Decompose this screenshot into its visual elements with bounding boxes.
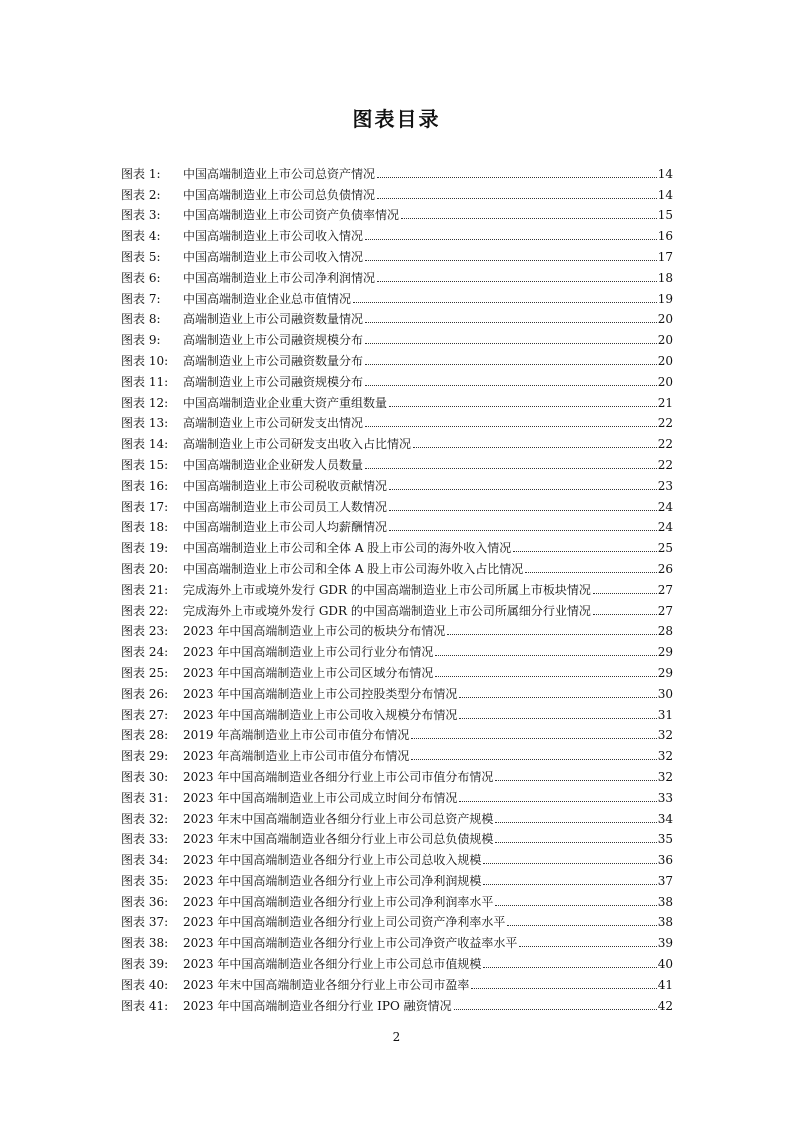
page-ref: 30	[657, 686, 673, 701]
figure-label: 图表 27:	[121, 707, 169, 722]
figure-label: 图表 40:	[121, 977, 169, 992]
figure-label: 图表 39:	[121, 957, 169, 972]
figure-title: 中国高端制造业上市公司人均薪酬情况	[183, 520, 388, 535]
figure-title: 中国高端制造业企业总市值情况	[183, 291, 352, 306]
page-ref: 40	[657, 957, 673, 972]
dot-leader	[495, 905, 656, 906]
figure-label: 图表 6:	[121, 270, 161, 285]
toc-entry[interactable]	[121, 888, 673, 909]
figure-label: 图表 34:	[121, 853, 169, 868]
page-ref: 20	[657, 353, 673, 368]
dot-leader	[593, 614, 657, 615]
toc-entry[interactable]	[121, 929, 673, 950]
figure-label: 图表 9:	[121, 333, 161, 348]
page-ref: 32	[657, 769, 673, 784]
dot-leader	[365, 260, 657, 261]
figure-label: 图表 22:	[121, 603, 169, 618]
toc-entry[interactable]	[121, 181, 673, 202]
figure-label: 图表 41:	[121, 998, 169, 1013]
dot-leader	[513, 551, 656, 552]
dot-leader	[413, 447, 657, 448]
figure-title: 中国高端制造业上市公司和全体 A 股上市公司海外收入占比情况	[183, 561, 524, 576]
page-ref: 18	[657, 270, 673, 285]
dot-leader	[507, 925, 656, 926]
dot-leader	[525, 572, 656, 573]
dot-leader	[495, 842, 656, 843]
figure-label: 图表 21:	[121, 582, 169, 597]
dot-leader	[483, 863, 656, 864]
figure-label: 图表 14:	[121, 437, 169, 452]
toc-entry[interactable]	[121, 306, 673, 327]
figure-label: 图表 12:	[121, 395, 169, 410]
toc-entry[interactable]	[121, 992, 673, 1013]
figure-title: 2023 年中国高端制造业上市公司控股类型分布情况	[183, 686, 458, 701]
toc-entry[interactable]	[121, 368, 673, 389]
page-ref: 38	[657, 894, 673, 909]
dot-leader	[389, 510, 657, 511]
figure-title: 2023 年中国高端制造业上市公司的板块分布情况	[183, 624, 446, 639]
toc-entry[interactable]	[121, 534, 673, 555]
page-ref: 25	[657, 541, 673, 556]
figure-title: 完成海外上市或境外发行 GDR 的中国高端制造业上市公司所属上市板块情况	[183, 582, 591, 597]
figure-label: 图表 31:	[121, 790, 169, 805]
figure-label: 图表 36:	[121, 894, 169, 909]
dot-leader	[365, 239, 657, 240]
page-ref: 23	[657, 478, 673, 493]
page-ref: 33	[657, 790, 673, 805]
figure-label: 图表 30:	[121, 769, 169, 784]
figure-label: 图表 7:	[121, 291, 161, 306]
figure-label: 图表 38:	[121, 936, 169, 951]
figure-title: 中国高端制造业企业重大资产重组数量	[183, 395, 388, 410]
figure-title: 2023 年中国高端制造业上市公司成立时间分布情况	[183, 790, 458, 805]
figure-label: 图表 26:	[121, 686, 169, 701]
page-ref: 19	[657, 291, 673, 306]
toc-entry[interactable]	[121, 742, 673, 763]
figure-title: 中国高端制造业上市公司总资产情况	[183, 166, 376, 181]
figure-title: 2023 年中国高端制造业各细分行业上市公司总市值规模	[183, 957, 482, 972]
page-ref: 27	[657, 582, 673, 597]
figure-title: 中国高端制造业上市公司收入情况	[183, 229, 364, 244]
toc-entry[interactable]	[121, 326, 673, 347]
figure-label: 图表 3:	[121, 208, 161, 223]
dot-leader	[389, 406, 657, 407]
figure-label: 图表 19:	[121, 541, 169, 556]
figure-label: 图表 1:	[121, 166, 161, 181]
dot-leader	[454, 1009, 657, 1010]
page-ref: 16	[657, 229, 673, 244]
toc-entry[interactable]	[121, 680, 673, 701]
toc-entry[interactable]	[121, 451, 673, 472]
dot-leader	[389, 489, 657, 490]
figure-title: 高端制造业上市公司研发支出情况	[183, 416, 364, 431]
figure-label: 图表 8:	[121, 312, 161, 327]
figure-title: 2023 年中国高端制造业上市公司收入规模分布情况	[183, 707, 458, 722]
page-ref: 22	[657, 416, 673, 431]
figure-title: 中国高端制造业上市公司税收贡献情况	[183, 478, 388, 493]
page-ref: 31	[657, 707, 673, 722]
figure-list	[121, 160, 673, 1013]
dot-leader	[401, 218, 657, 219]
figure-label: 图表 2:	[121, 187, 161, 202]
figure-title: 高端制造业上市公司融资规模分布	[183, 374, 364, 389]
figure-title: 2023 年高端制造业上市公司市值分布情况	[183, 749, 410, 764]
figure-label: 图表 20:	[121, 561, 169, 576]
figure-label: 图表 16:	[121, 478, 169, 493]
figure-label: 图表 28:	[121, 728, 169, 743]
toc-entry[interactable]	[121, 472, 673, 493]
figure-title: 中国高端制造业上市公司收入情况	[183, 249, 364, 264]
toc-entry[interactable]	[121, 202, 673, 223]
page-ref: 41	[657, 977, 673, 992]
dot-leader	[365, 468, 657, 469]
toc-entry[interactable]	[121, 638, 673, 659]
figure-label: 图表 5:	[121, 249, 161, 264]
figure-title: 高端制造业上市公司融资数量情况	[183, 312, 364, 327]
page-ref: 36	[657, 853, 673, 868]
page-ref: 27	[657, 603, 673, 618]
figure-label: 图表 4:	[121, 229, 161, 244]
dot-leader	[411, 738, 656, 739]
page-ref: 38	[657, 915, 673, 930]
dot-leader	[365, 364, 657, 365]
figure-title: 2023 年中国高端制造业各细分行业上市公司总收入规模	[183, 853, 482, 868]
page-ref: 20	[657, 374, 673, 389]
dot-leader	[471, 988, 656, 989]
dot-leader	[377, 281, 657, 282]
toc-entry[interactable]	[121, 264, 673, 285]
figure-label: 图表 13:	[121, 416, 169, 431]
figure-title: 中国高端制造业企业研发人员数量	[183, 457, 364, 472]
page-ref: 20	[657, 333, 673, 348]
toc-entry[interactable]	[121, 493, 673, 514]
toc-entry[interactable]	[121, 430, 673, 451]
toc-entry[interactable]	[121, 285, 673, 306]
figure-label: 图表 25:	[121, 665, 169, 680]
page-ref: 22	[657, 457, 673, 472]
toc-entry[interactable]	[121, 347, 673, 368]
figure-title: 中国高端制造业上市公司净利润情况	[183, 270, 376, 285]
dot-leader	[495, 780, 656, 781]
figure-title: 高端制造业上市公司融资数量分布	[183, 353, 364, 368]
figure-label: 图表 29:	[121, 749, 169, 764]
figure-title: 2023 年末中国高端制造业各细分行业上市公司总资产规模	[183, 811, 494, 826]
toc-entry[interactable]	[121, 243, 673, 264]
page-ref: 28	[657, 624, 673, 639]
figure-title: 2023 年中国高端制造业各细分行业 IPO 融资情况	[183, 998, 452, 1013]
dot-leader	[447, 634, 656, 635]
toc-entry[interactable]	[121, 909, 673, 930]
figure-label: 图表 15:	[121, 457, 169, 472]
toc-entry[interactable]	[121, 389, 673, 410]
toc-entry[interactable]	[121, 867, 673, 888]
figure-title: 2023 年中国高端制造业上市公司行业分布情况	[183, 645, 434, 660]
dot-leader	[593, 593, 657, 594]
dot-leader	[365, 343, 657, 344]
dot-leader	[365, 322, 657, 323]
figure-title: 2019 年高端制造业上市公司市值分布情况	[183, 728, 410, 743]
dot-leader	[353, 302, 657, 303]
toc-entry[interactable]	[121, 555, 673, 576]
toc-entry[interactable]	[121, 784, 673, 805]
figure-label: 图表 17:	[121, 499, 169, 514]
page-ref: 34	[657, 811, 673, 826]
toc-entry[interactable]	[121, 576, 673, 597]
toc-entry[interactable]	[121, 618, 673, 639]
figure-label: 图表 10:	[121, 353, 169, 368]
page-ref: 14	[657, 166, 673, 181]
page-ref: 15	[657, 208, 673, 223]
figure-title: 中国高端制造业上市公司总负债情况	[183, 187, 376, 202]
figure-label: 图表 23:	[121, 624, 169, 639]
dot-leader	[459, 801, 656, 802]
toc-entry[interactable]	[121, 763, 673, 784]
toc-entry[interactable]	[121, 222, 673, 243]
figure-title: 高端制造业上市公司融资规模分布	[183, 333, 364, 348]
toc-entry[interactable]	[121, 659, 673, 680]
toc-entry[interactable]	[121, 950, 673, 971]
dot-leader	[365, 426, 657, 427]
toc-entry[interactable]	[121, 722, 673, 743]
toc-entry[interactable]	[121, 805, 673, 826]
figure-label: 图表 33:	[121, 832, 169, 847]
figure-title: 中国高端制造业上市公司资产负债率情况	[183, 208, 400, 223]
figure-title: 中国高端制造业上市公司员工人数情况	[183, 499, 388, 514]
figure-label: 图表 37:	[121, 915, 169, 930]
page-ref: 24	[657, 520, 673, 535]
toc-entry[interactable]	[121, 410, 673, 431]
figure-title: 完成海外上市或境外发行 GDR 的中国高端制造业上市公司所属细分行业情况	[183, 603, 591, 618]
page-ref: 14	[657, 187, 673, 202]
dot-leader	[377, 198, 657, 199]
figure-label: 图表 11:	[121, 374, 169, 389]
dot-leader	[411, 759, 656, 760]
figure-title: 2023 年中国高端制造业各细分行业上司公司资产净利率水平	[183, 915, 506, 930]
figure-label: 图表 35:	[121, 873, 169, 888]
figure-label: 图表 18:	[121, 520, 169, 535]
page-ref: 24	[657, 499, 673, 514]
dot-leader	[389, 530, 657, 531]
figure-label: 图表 24:	[121, 645, 169, 660]
toc-entry[interactable]	[121, 826, 673, 847]
page-title: 图表目录	[352, 107, 441, 131]
page-ref: 21	[657, 395, 673, 410]
dot-leader	[459, 718, 656, 719]
toc-entry[interactable]	[121, 597, 673, 618]
figure-title: 2023 年末中国高端制造业各细分行业上市公司市盈率	[183, 977, 470, 992]
dot-leader	[519, 946, 656, 947]
toc-entry[interactable]	[121, 701, 673, 722]
figure-label: 图表 32:	[121, 811, 169, 826]
dot-leader	[483, 967, 656, 968]
dot-leader	[495, 822, 656, 823]
page-ref: 20	[657, 312, 673, 327]
figure-title: 2023 年中国高端制造业各细分行业上市公司净利润率水平	[183, 894, 494, 909]
figure-title: 中国高端制造业上市公司和全体 A 股上市公司的海外收入情况	[183, 541, 512, 556]
page-ref: 42	[657, 998, 673, 1013]
page-ref: 32	[657, 749, 673, 764]
toc-entry[interactable]	[121, 971, 673, 992]
dot-leader	[459, 697, 656, 698]
page-ref: 35	[657, 832, 673, 847]
figure-title: 2023 年中国高端制造业各细分行业上市公司市值分布情况	[183, 769, 494, 784]
toc-entry[interactable]	[121, 846, 673, 867]
dot-leader	[435, 676, 656, 677]
dot-leader	[365, 385, 657, 386]
page-ref: 22	[657, 437, 673, 452]
figure-title: 高端制造业上市公司研发支出收入占比情况	[183, 437, 412, 452]
figure-title: 2023 年中国高端制造业各细分行业上市公司净资产收益率水平	[183, 936, 518, 951]
page-ref: 32	[657, 728, 673, 743]
page-ref: 26	[657, 561, 673, 576]
dot-leader	[435, 655, 656, 656]
page-ref: 37	[657, 873, 673, 888]
figure-title: 2023 年末中国高端制造业各细分行业上市公司总负债规模	[183, 832, 494, 847]
toc-entry[interactable]	[121, 514, 673, 535]
page-ref: 39	[657, 936, 673, 951]
page-ref: 17	[657, 249, 673, 264]
page-number: 2	[392, 1030, 401, 1044]
dot-leader	[377, 177, 657, 178]
dot-leader	[483, 884, 656, 885]
page-ref: 29	[657, 665, 673, 680]
toc-entry[interactable]	[121, 160, 673, 181]
page-ref: 29	[657, 645, 673, 660]
figure-title: 2023 年中国高端制造业上市公司区域分布情况	[183, 665, 434, 680]
figure-title: 2023 年中国高端制造业各细分行业上市公司净利润规模	[183, 873, 482, 888]
